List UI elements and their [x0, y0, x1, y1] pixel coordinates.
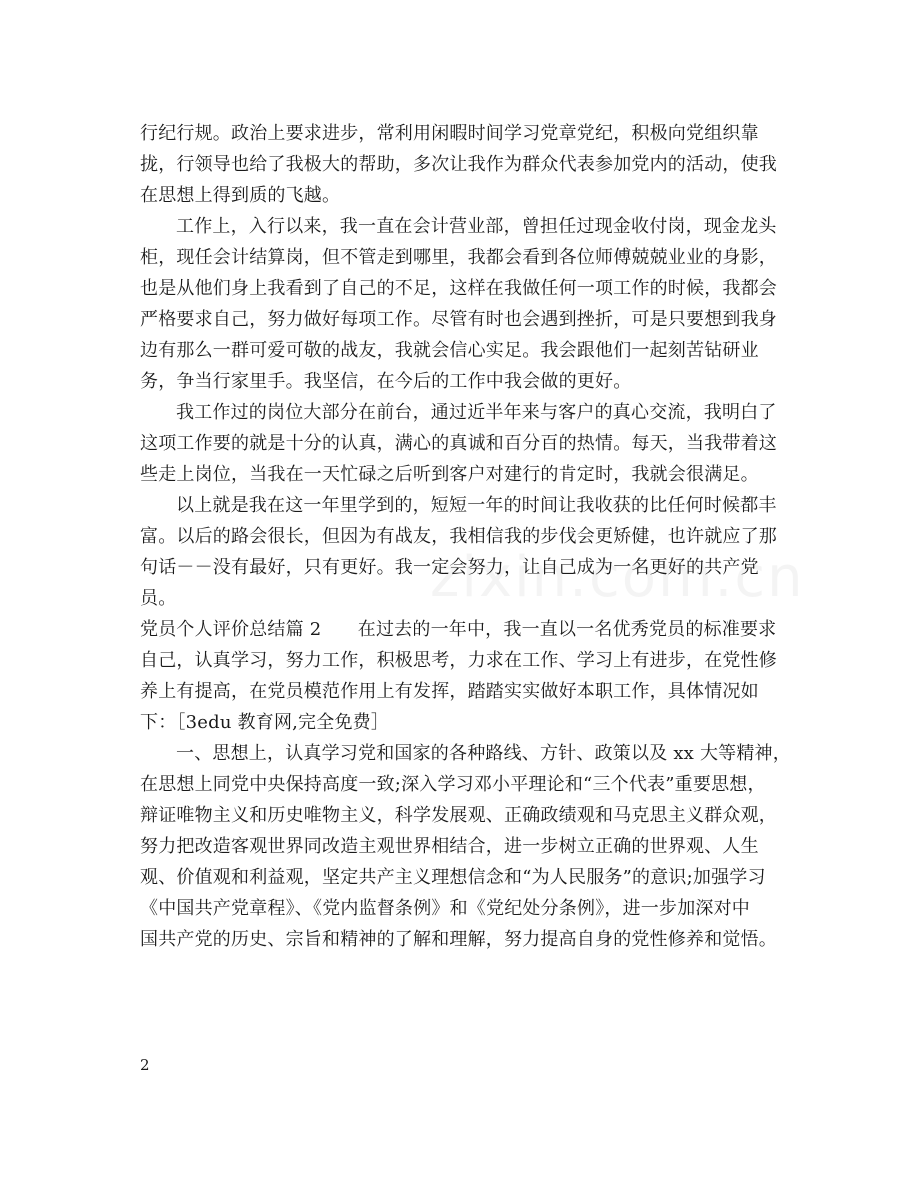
text-line: 自己，认真学习，努力工作，积极思考，力求在工作、学习上有进步，在党性修: [140, 650, 777, 671]
text-line: 一、思想上，认真学习党和国家的各种路线、方针、政策以及 xx 大等精神，: [176, 743, 791, 764]
text-line: 以上就是我在这一年里学到的，短短一年的时间让我收获的比任何时候都丰: [176, 495, 777, 516]
text-line: 边有那么一群可爱可敬的战友，我就会信心实足。我会跟他们一起刻苦钻研业: [140, 340, 759, 361]
document-body: [140, 118, 791, 955]
text-line: 富。以后的路会很长，但因为有战友，我相信我的步伐会更矫健，也许就应了那: [140, 526, 777, 547]
text-line: 我工作过的岗位大部分在前台，通过近半年来与客户的真心交流，我明白了: [176, 402, 777, 423]
text-line: 在思想上同党中央保持高度一致;深入学习邓小平理论和“三个代表”重要思想，: [140, 774, 766, 795]
text-line: 工作上，入行以来，我一直在会计营业部，曾担任过现金收付岗，现金龙头: [176, 216, 777, 237]
text-line: 这项工作要的就是十分的认真，满心的真诚和百分百的热情。每天，当我带着这: [140, 433, 777, 454]
page-number: 2: [140, 1056, 150, 1074]
text-line: 柜，现任会计结算岗，但不管走到哪里，我都会看到各位师傅兢兢业业的身影，: [140, 247, 777, 268]
text-line: 些走上岗位，当我在一天忙碌之后听到客户对建行的肯定时，我就会很满足。: [140, 464, 759, 485]
text-line: 辩证唯物主义和历史唯物主义，科学发展观、正确政绩观和马克思主义群众观，: [140, 805, 777, 826]
text-line: 也是从他们身上我看到了自己的不足，这样在我做任何一项工作的时候，我都会: [140, 278, 777, 299]
text-line: 国共产党的历史、宗旨和精神的了解和理解，努力提高自身的党性修养和觉悟。: [140, 929, 777, 950]
text-line: 行纪行规。政治上要求进步，常利用闲暇时间学习党章党纪，积极向党组织靠: [140, 123, 759, 144]
text-line: 《中国共产党章程》、《党内监督条例》和《党纪处分条例》，进一步加深对中: [140, 898, 750, 919]
text-line: 在思想上得到质的飞越。: [140, 185, 341, 206]
text-line: 党员个人评价总结篇 2 在过去的一年中，我一直以一名优秀党员的标准要求: [140, 619, 777, 640]
text-line: 努力把改造客观世界同改造主观世界相结合，进一步树立正确的世界观、人生: [140, 836, 759, 857]
text-line: 观、价值观和利益观，坚定共产主义理想信念和“为人民服务”的意识;加强学习: [140, 867, 766, 888]
text-line: 严格要求自己，努力做好每项工作。尽管有时也会遇到挫折，可是只要想到我身: [140, 309, 777, 330]
text-line: 养上有提高，在党员模范作用上有发挥，踏踏实实做好本职工作，具体情况如: [140, 681, 759, 702]
text-line: 员。: [140, 588, 177, 609]
text-line: 下：［3edu 教育网,完全免费］: [140, 712, 390, 733]
text-line: 句话－－没有最好，只有更好。我一定会努力，让自己成为一名更好的共产党: [140, 557, 759, 578]
text-line: 务，争当行家里手。我坚信，在今后的工作中我会做的更好。: [140, 371, 632, 392]
text-line: 拢，行领导也给了我极大的帮助，多次让我作为群众代表参加党内的活动，使我: [140, 154, 777, 175]
